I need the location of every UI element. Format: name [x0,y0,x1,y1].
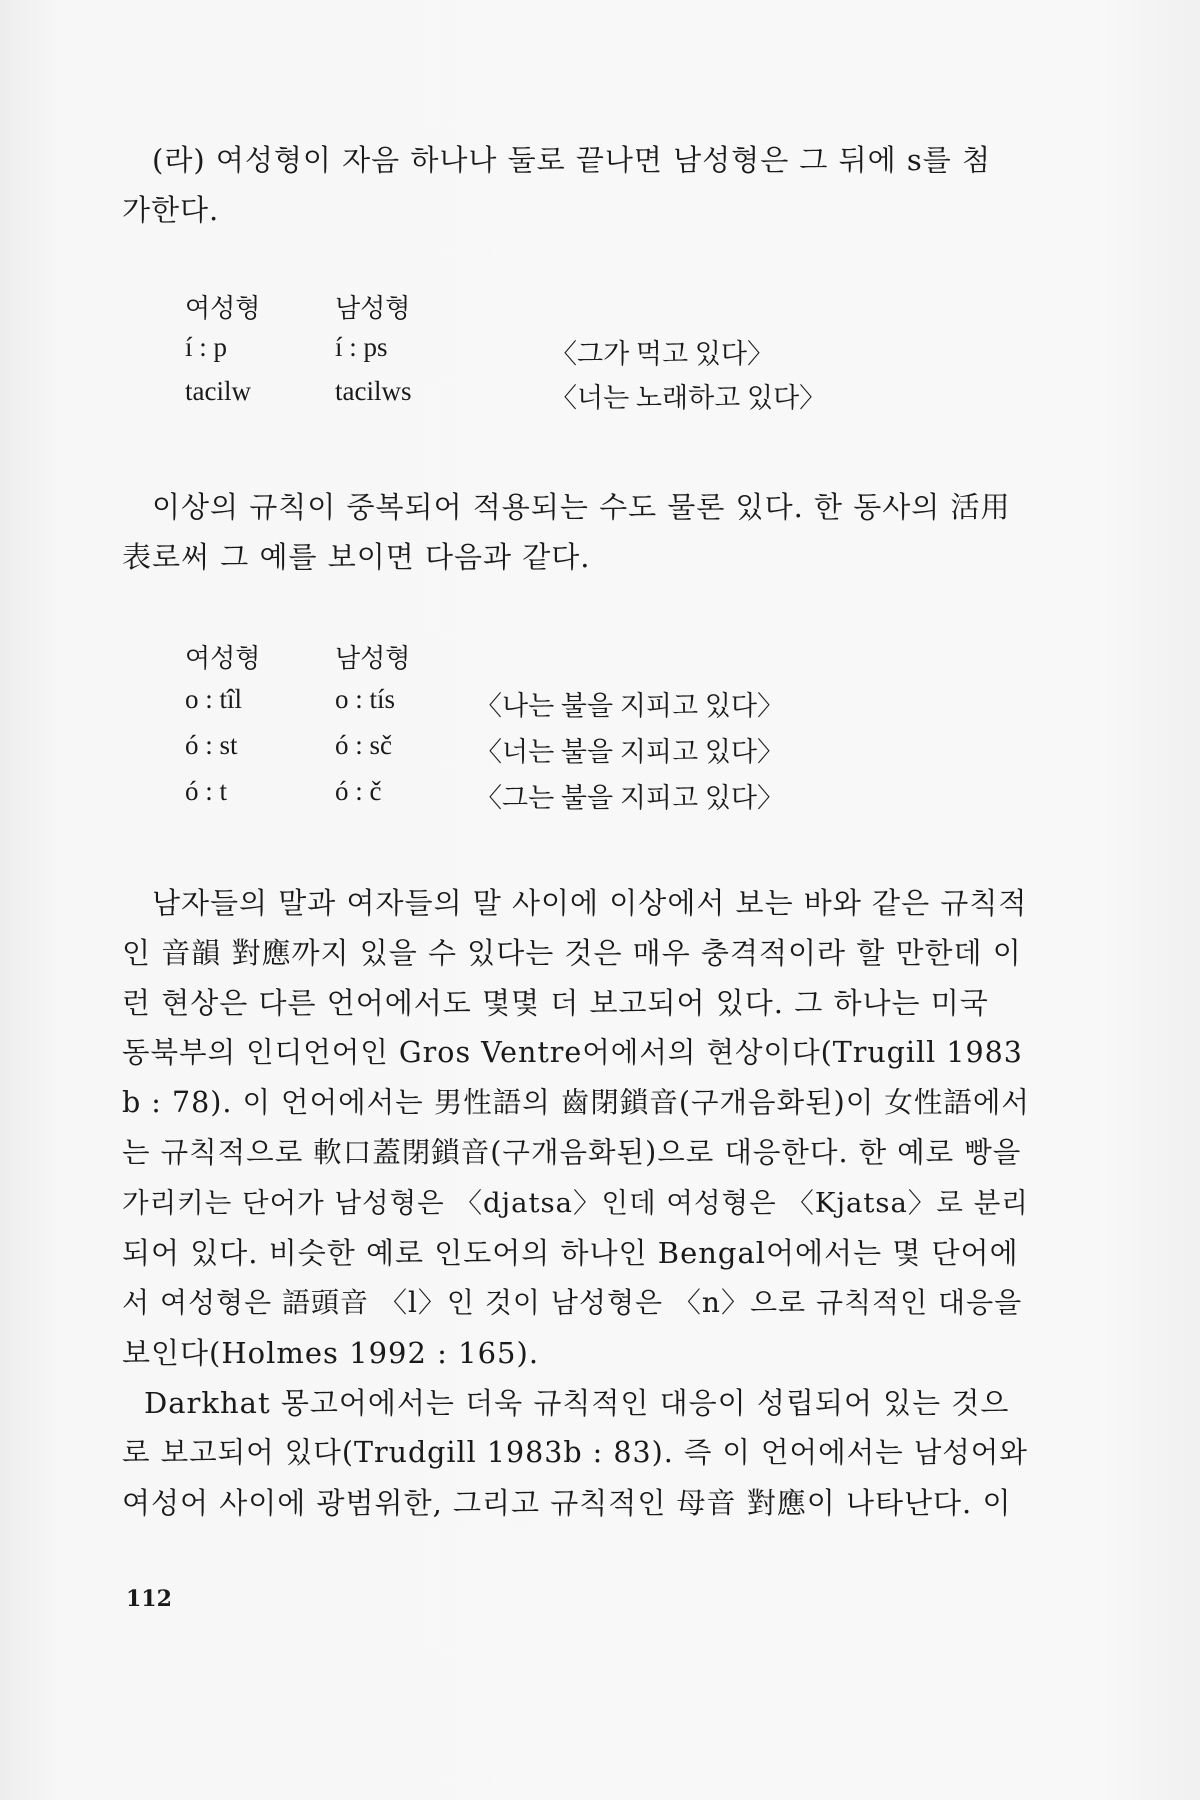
text-line: 表로써 그 예를 보이면 다음과 같다. [122,540,591,574]
header-masculine: 남성형 [335,644,411,674]
text-line: 가한다. [122,193,220,227]
text-line: 로 보고되어 있다(Trudgill 1983b : 83). 즉 이 언어에서는 남성어와 [122,1436,1028,1469]
feminine-form: ó : t [185,776,228,806]
masculine-form: o : tís [335,684,396,714]
gloss: 〈그가 먹고 있다〉 [550,339,774,369]
masculine-form: ó : sč [335,730,392,760]
paragraph-phonological-correspondence [122,878,1032,1378]
feminine-form: o : tîl [185,684,243,714]
masculine-form: í : ps [335,332,388,362]
text-line: 남자들의 말과 여자들의 말 사이에 이상에서 보는 바와 같은 규칙적 [152,886,1028,920]
masculine-form: tacilws [335,376,412,406]
page-number: 112 [126,1586,172,1612]
header-feminine: 여성형 [185,294,261,324]
paragraph-darkhat-mongolian [122,1378,1032,1528]
text-line: 는 규칙적으로 軟口蓋閉鎖音(구개음화된)으로 대응한다. 한 예로 빵을 [122,1136,1022,1169]
text-line: 서 여성형은 語頭音 〈l〉인 것이 남성형은 〈n〉으로 규칙적인 대응을 [122,1286,1023,1319]
text-line: 여성어 사이에 광범위한, 그리고 규칙적인 母音 對應이 나타난다. 이 [122,1486,1012,1520]
header-masculine: 남성형 [335,294,411,324]
text-line: 인 音韻 對應까지 있을 수 있다는 것은 매우 충격적이라 할 만한데 이 [122,936,1022,970]
header-feminine: 여성형 [185,644,261,674]
gloss: 〈너는 불을 지피고 있다〉 [475,737,784,767]
gloss: 〈그는 불을 지피고 있다〉 [475,783,784,813]
gloss: 〈나는 불을 지피고 있다〉 [475,691,784,721]
text-line: (라) 여성형이 자음 하나나 둘로 끝나면 남성형은 그 뒤에 s를 첨 [152,143,992,177]
text-line: b : 78). 이 언어에서는 男性語의 齒閉鎖音(구개음화된)이 女性語에서 [122,1086,1030,1119]
text-line: 되어 있다. 비슷한 예로 인도어의 하나인 Bengal어에서는 몇 단어에 [122,1236,1019,1270]
paragraph-combined-rules [122,482,1032,582]
text-line: 가리키는 단어가 남성형은 〈djatsa〉인데 여성형은 〈Kjatsa〉로 분리 [122,1187,1029,1219]
gloss: 〈너는 노래하고 있다〉 [550,383,827,413]
text-line: 런 현상은 다른 언어에서도 몇몇 더 보고되어 있다. 그 하나는 미국 [122,986,989,1020]
text-line: 이상의 규칙이 중복되어 적용되는 수도 물론 있다. 한 동사의 活用 [152,490,1011,524]
paragraph-rule-ra [122,135,1032,235]
text-line: 동북부의 인디언어인 Gros Ventre어에서의 현상이다(Trugill 1983 [122,1036,1023,1069]
feminine-form: ó : st [185,730,238,760]
text-line: Darkhat 몽고어에서는 더욱 규칙적인 대응이 성립되어 있는 것으 [144,1386,1010,1420]
feminine-form: tacilw [185,376,251,406]
masculine-form: ó : č [335,776,382,806]
text-line: 보인다(Holmes 1992 : 165). [122,1336,540,1370]
feminine-form: í : p [185,332,228,362]
